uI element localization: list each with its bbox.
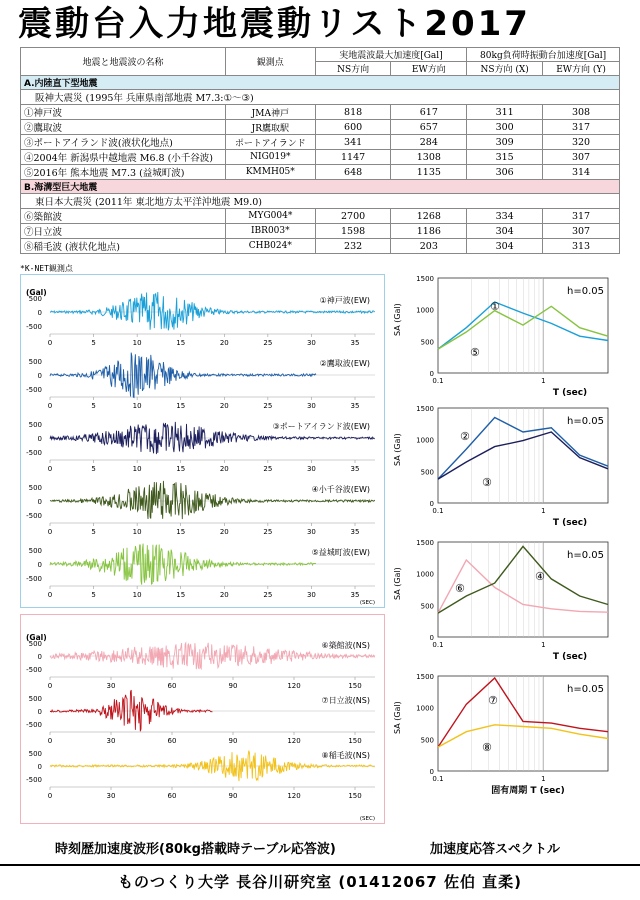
table-x: 306 bbox=[467, 165, 543, 180]
header-name: 地震と地震波の名称 bbox=[21, 48, 226, 76]
station: CHB024* bbox=[225, 239, 315, 254]
x-tick-label: 30 bbox=[306, 591, 316, 599]
x-tick-label: 5 bbox=[91, 465, 96, 473]
table-x: 304 bbox=[467, 224, 543, 239]
y-tick-label: 0 bbox=[429, 634, 434, 642]
max-ew: 203 bbox=[391, 239, 467, 254]
x-tick-label: 30 bbox=[106, 792, 116, 800]
knet-note: *K-NET観測点 bbox=[20, 264, 73, 273]
x-tick-label: 25 bbox=[263, 402, 273, 410]
footer-divider bbox=[0, 864, 640, 866]
spectrum-curve bbox=[438, 306, 608, 349]
y-tick-label: 500 bbox=[28, 358, 42, 366]
section-label: B.海溝型巨大地震 bbox=[21, 180, 620, 194]
x-tick-label: 35 bbox=[350, 528, 360, 536]
max-ns: 2700 bbox=[315, 209, 391, 224]
x-tick-label: 120 bbox=[287, 792, 301, 800]
inland-waveform-panel bbox=[20, 274, 385, 608]
x-tick-label: 15 bbox=[176, 528, 186, 536]
x-tick-label: 25 bbox=[263, 465, 273, 473]
y-axis-label: SA (Gal) bbox=[393, 303, 402, 336]
x-tick-label: 120 bbox=[287, 737, 301, 745]
trace-label: ⑦日立波(NS) bbox=[321, 696, 370, 705]
unit-label: (Gal) bbox=[26, 633, 47, 642]
group-row bbox=[21, 90, 620, 105]
x-tick-label: 30 bbox=[106, 682, 116, 690]
x-tick-label: 60 bbox=[167, 682, 177, 690]
y-tick-label: 0 bbox=[37, 653, 42, 661]
x-tick-label: 0 bbox=[47, 402, 53, 410]
y-tick-label: 1500 bbox=[416, 539, 434, 547]
group-label: 東日本大震災 (2011年 東北地方太平洋沖地震 M9.0) bbox=[21, 194, 620, 209]
y-tick-label: 1000 bbox=[416, 306, 434, 315]
damping-label: h=0.05 bbox=[567, 550, 604, 561]
y-tick-label: 500 bbox=[28, 695, 42, 703]
y-tick-label: -500 bbox=[26, 323, 42, 331]
wave-name: ⑦日立波 bbox=[21, 224, 226, 239]
curve-marker: ⑧ bbox=[482, 741, 492, 754]
x-tick-label: 30 bbox=[306, 528, 316, 536]
curve-marker: ① bbox=[490, 300, 500, 313]
trace-label: ③ポートアイランド波(EW) bbox=[272, 422, 370, 431]
table-x: 304 bbox=[467, 239, 543, 254]
y-tick-label: 0 bbox=[37, 435, 42, 443]
x-axis-label: T (sec) bbox=[552, 518, 588, 528]
spectrum-plot bbox=[393, 405, 608, 528]
x-tick-label: 10 bbox=[132, 402, 142, 410]
max-ew: 1186 bbox=[391, 224, 467, 239]
x-tick-label: 30 bbox=[306, 339, 316, 347]
wave-name: ③ポートアイランド波(液状化地点) bbox=[21, 135, 226, 150]
wave-name: ⑤2016年 熊本地震 M7.3 (益城町波) bbox=[21, 165, 226, 180]
y-tick-label: 500 bbox=[420, 736, 434, 745]
y-tick-label: -500 bbox=[26, 776, 42, 784]
table-y: 317 bbox=[543, 120, 620, 135]
x-tick-label: 25 bbox=[263, 528, 273, 536]
max-ns: 818 bbox=[315, 105, 391, 120]
x-tick-label: 90 bbox=[228, 792, 238, 800]
section-row bbox=[21, 76, 620, 90]
table-row bbox=[21, 209, 620, 224]
table-row bbox=[21, 150, 620, 165]
spectrum-curve bbox=[438, 432, 608, 479]
x-tick-label: 15 bbox=[176, 339, 186, 347]
y-tick-label: 1500 bbox=[416, 673, 434, 681]
table-x: 309 bbox=[467, 135, 543, 150]
header-site: 観測点 bbox=[225, 48, 315, 76]
header-table-acc: 80kg負荷時振動台加速度[Gal] bbox=[467, 48, 620, 62]
header-ns: NS方向 bbox=[315, 62, 391, 76]
station: ポートアイランド bbox=[225, 135, 315, 150]
x-tick-label: 0 bbox=[47, 792, 53, 800]
max-ew: 1268 bbox=[391, 209, 467, 224]
trace-label: ⑤益城町波(EW) bbox=[311, 548, 370, 557]
table-y: 307 bbox=[543, 224, 620, 239]
x-tick-label: 5 bbox=[91, 528, 96, 536]
y-tick-label: 500 bbox=[28, 640, 42, 648]
header-ew: EW方向 bbox=[391, 62, 467, 76]
x-tick-label: 15 bbox=[176, 465, 186, 473]
table-x: 334 bbox=[467, 209, 543, 224]
curve-marker: ② bbox=[460, 430, 470, 443]
table-row bbox=[21, 135, 620, 150]
x-axis-label: T (sec) bbox=[552, 388, 588, 398]
y-tick-label: 0 bbox=[429, 500, 434, 508]
earthquake-table bbox=[20, 47, 620, 254]
x-tick-label: 150 bbox=[348, 737, 362, 745]
max-ns: 341 bbox=[315, 135, 391, 150]
y-tick-label: 1500 bbox=[416, 405, 434, 413]
plot-frame bbox=[438, 278, 608, 373]
sec-label: (SEC) bbox=[359, 816, 375, 822]
plot-frame bbox=[438, 542, 608, 637]
section-label: A.内陸直下型地震 bbox=[21, 76, 620, 90]
spectrum-curve bbox=[438, 302, 608, 349]
max-ns: 232 bbox=[315, 239, 391, 254]
x-tick-label: 35 bbox=[350, 591, 360, 599]
max-ew: 1308 bbox=[391, 150, 467, 165]
x-tick-label: 0 bbox=[47, 528, 53, 536]
x-tick-label: 15 bbox=[176, 591, 186, 599]
sec-label: (SEC) bbox=[359, 600, 375, 606]
x-tick-label: 20 bbox=[219, 465, 229, 473]
x-tick-label: 90 bbox=[228, 682, 238, 690]
table-y: 313 bbox=[543, 239, 620, 254]
y-tick-label: 0 bbox=[37, 708, 42, 716]
max-ns: 1147 bbox=[315, 150, 391, 165]
y-axis-label: SA (Gal) bbox=[393, 567, 402, 600]
spectrum-curve bbox=[438, 546, 608, 613]
damping-label: h=0.05 bbox=[567, 286, 604, 297]
x-tick-label: 150 bbox=[348, 792, 362, 800]
y-tick-label: 0 bbox=[37, 372, 42, 380]
waveform-caption: 時刻歴加速度波形(80kg搭載時テーブル応答波) bbox=[55, 842, 336, 857]
x-tick-label: 5 bbox=[91, 339, 96, 347]
x-axis-label: 固有周期 T (sec) bbox=[491, 786, 565, 796]
x-tick-label: 20 bbox=[219, 591, 229, 599]
trace-label: ④小千谷波(EW) bbox=[311, 485, 370, 494]
y-tick-label: 500 bbox=[28, 484, 42, 492]
y-tick-label: -500 bbox=[26, 575, 42, 583]
curve-marker: ⑦ bbox=[488, 694, 498, 707]
x-tick-label: 0.1 bbox=[432, 377, 444, 385]
section-row bbox=[21, 180, 620, 194]
x-tick-label: 0.1 bbox=[432, 507, 444, 515]
table-x: 311 bbox=[467, 105, 543, 120]
x-tick-label: 35 bbox=[350, 402, 360, 410]
y-axis-label: SA (Gal) bbox=[393, 701, 402, 734]
group-label: 阪神大震災 (1995年 兵庫県南部地震 M7.3:①～③) bbox=[21, 90, 620, 105]
station: KMMH05* bbox=[225, 165, 315, 180]
header-y: EW方向 (Y) bbox=[543, 62, 620, 76]
x-tick-label: 0 bbox=[47, 339, 53, 347]
y-tick-label: 0 bbox=[37, 498, 42, 506]
spectrum-curve bbox=[438, 418, 608, 480]
x-tick-label: 60 bbox=[167, 792, 177, 800]
trench-waveform-panel bbox=[20, 614, 385, 824]
x-tick-label: 0 bbox=[47, 737, 53, 745]
spectrum-curve bbox=[438, 560, 608, 613]
x-tick-label: 0 bbox=[47, 682, 53, 690]
x-axis-label: T (sec) bbox=[552, 652, 588, 662]
y-tick-label: 1000 bbox=[416, 436, 434, 445]
y-tick-label: 0 bbox=[37, 309, 42, 317]
x-tick-label: 90 bbox=[228, 737, 238, 745]
y-tick-label: 0 bbox=[37, 763, 42, 771]
x-tick-label: 20 bbox=[219, 402, 229, 410]
max-ew: 617 bbox=[391, 105, 467, 120]
station: IBR003* bbox=[225, 224, 315, 239]
station: NIG019* bbox=[225, 150, 315, 165]
group-row bbox=[21, 194, 620, 209]
x-tick-label: 0.1 bbox=[432, 775, 444, 783]
max-ew: 1135 bbox=[391, 165, 467, 180]
table-row bbox=[21, 224, 620, 239]
wave-name: ⑧稲毛波 (液状化地点) bbox=[21, 239, 226, 254]
curve-marker: ④ bbox=[535, 570, 545, 583]
x-tick-label: 60 bbox=[167, 737, 177, 745]
y-tick-label: 1500 bbox=[416, 275, 434, 283]
x-tick-label: 30 bbox=[106, 737, 116, 745]
x-tick-label: 5 bbox=[91, 402, 96, 410]
x-tick-label: 1 bbox=[541, 507, 546, 515]
damping-label: h=0.05 bbox=[567, 684, 604, 695]
y-tick-label: 500 bbox=[28, 421, 42, 429]
y-tick-label: 1000 bbox=[416, 704, 434, 713]
y-tick-label: 500 bbox=[420, 602, 434, 611]
x-tick-label: 10 bbox=[132, 591, 142, 599]
trace-label: ⑧稲毛波(NS) bbox=[321, 751, 370, 760]
curve-marker: ③ bbox=[482, 476, 492, 489]
table-y: 307 bbox=[543, 150, 620, 165]
x-tick-label: 20 bbox=[219, 339, 229, 347]
x-tick-label: 5 bbox=[91, 591, 96, 599]
table-row bbox=[21, 239, 620, 254]
max-ns: 600 bbox=[315, 120, 391, 135]
curve-marker: ⑥ bbox=[455, 582, 465, 595]
trace-label: ②鷹取波(EW) bbox=[319, 359, 370, 368]
y-tick-label: -500 bbox=[26, 666, 42, 674]
table-x: 300 bbox=[467, 120, 543, 135]
table-row bbox=[21, 165, 620, 180]
y-tick-label: 500 bbox=[28, 547, 42, 555]
max-ew: 284 bbox=[391, 135, 467, 150]
x-tick-label: 35 bbox=[350, 465, 360, 473]
max-ns: 648 bbox=[315, 165, 391, 180]
plot-frame bbox=[438, 676, 608, 771]
spectrum-plot bbox=[393, 673, 608, 796]
table-x: 315 bbox=[467, 150, 543, 165]
y-tick-label: -500 bbox=[26, 512, 42, 520]
x-tick-label: 35 bbox=[350, 339, 360, 347]
table-row bbox=[21, 120, 620, 135]
curve-marker: ⑤ bbox=[470, 346, 480, 359]
spectrum-plot bbox=[393, 539, 608, 662]
spectrum-curve bbox=[438, 725, 608, 747]
x-tick-label: 150 bbox=[348, 682, 362, 690]
header-x: NS方向 (X) bbox=[467, 62, 543, 76]
table-y: 314 bbox=[543, 165, 620, 180]
table-row bbox=[21, 105, 620, 120]
spectrum-plot bbox=[393, 275, 608, 398]
x-tick-label: 0.1 bbox=[432, 641, 444, 649]
y-tick-label: -500 bbox=[26, 721, 42, 729]
x-tick-label: 20 bbox=[219, 528, 229, 536]
wave-name: ①神戸波 bbox=[21, 105, 226, 120]
station: MYG004* bbox=[225, 209, 315, 224]
wave-name: ②鷹取波 bbox=[21, 120, 226, 135]
x-tick-label: 0 bbox=[47, 465, 53, 473]
footer-credit: ものつくり大学 長谷川研究室 (01412067 佐伯 直柔) bbox=[117, 873, 523, 891]
trace-label: ⑥築館波(NS) bbox=[321, 641, 370, 650]
y-tick-label: 500 bbox=[420, 468, 434, 477]
y-tick-label: 500 bbox=[28, 295, 42, 303]
table-y: 317 bbox=[543, 209, 620, 224]
unit-label: (Gal) bbox=[26, 288, 47, 297]
x-tick-label: 10 bbox=[132, 339, 142, 347]
x-tick-label: 10 bbox=[132, 465, 142, 473]
station: JMA神戸 bbox=[225, 105, 315, 120]
x-tick-label: 15 bbox=[176, 402, 186, 410]
x-tick-label: 1 bbox=[541, 377, 546, 385]
x-tick-label: 30 bbox=[306, 402, 316, 410]
y-tick-label: 500 bbox=[28, 750, 42, 758]
header-max-acc: 実地震波最大加速度[Gal] bbox=[315, 48, 466, 62]
y-axis-label: SA (Gal) bbox=[393, 433, 402, 466]
y-tick-label: 0 bbox=[37, 561, 42, 569]
x-tick-label: 10 bbox=[132, 528, 142, 536]
wave-name: ④2004年 新潟県中越地震 M6.8 (小千谷波) bbox=[21, 150, 226, 165]
max-ew: 657 bbox=[391, 120, 467, 135]
x-tick-label: 30 bbox=[306, 465, 316, 473]
wave-name: ⑥築館波 bbox=[21, 209, 226, 224]
y-tick-label: 0 bbox=[429, 768, 434, 776]
x-tick-label: 1 bbox=[541, 775, 546, 783]
y-tick-label: -500 bbox=[26, 449, 42, 457]
table-y: 320 bbox=[543, 135, 620, 150]
x-tick-label: 1 bbox=[541, 641, 546, 649]
station: JR鷹取駅 bbox=[225, 120, 315, 135]
x-tick-label: 120 bbox=[287, 682, 301, 690]
max-ns: 1598 bbox=[315, 224, 391, 239]
x-tick-label: 25 bbox=[263, 339, 273, 347]
trace-label: ①神戸波(EW) bbox=[319, 296, 370, 305]
x-tick-label: 25 bbox=[263, 591, 273, 599]
spectrum-caption: 加速度応答スペクトル bbox=[430, 842, 561, 857]
y-tick-label: 1000 bbox=[416, 570, 434, 579]
table-header-row bbox=[21, 48, 620, 62]
damping-label: h=0.05 bbox=[567, 416, 604, 427]
table-y: 308 bbox=[543, 105, 620, 120]
y-tick-label: -500 bbox=[26, 386, 42, 394]
spectrum-curve bbox=[438, 678, 608, 747]
page-title: 震動台入力地震動リスト2017 bbox=[18, 4, 531, 44]
y-tick-label: 0 bbox=[429, 370, 434, 378]
x-tick-label: 0 bbox=[47, 591, 53, 599]
y-tick-label: 500 bbox=[420, 338, 434, 347]
plot-frame bbox=[438, 408, 608, 503]
